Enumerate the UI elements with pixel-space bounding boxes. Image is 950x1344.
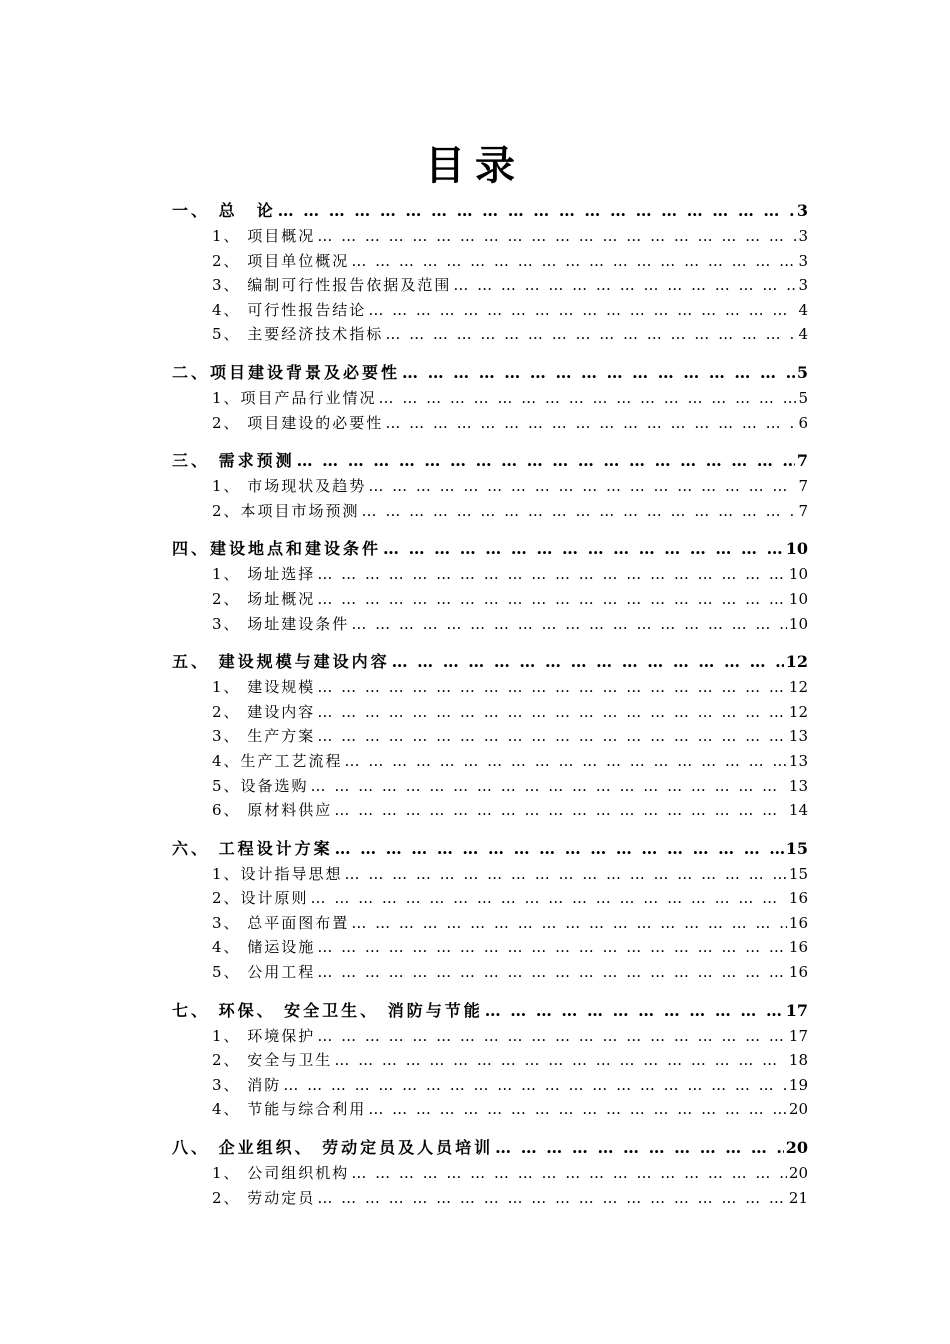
toc-page-number: 12: [785, 652, 808, 672]
toc-subentry[interactable]: [172, 612, 808, 637]
toc-subentry-label: 1、 市场现状及趋势: [212, 477, 367, 496]
toc-subentry[interactable]: [172, 960, 808, 985]
toc-page-number: 7: [796, 451, 808, 471]
toc-leader-dots: [332, 798, 787, 823]
toc-subentry-label: 3、 总平面图布置: [212, 913, 350, 932]
toc-leader-dots: [400, 360, 795, 386]
toc-subentry[interactable]: [172, 1073, 808, 1098]
toc-page-number: 3: [798, 227, 808, 245]
toc-subentry[interactable]: [172, 499, 808, 524]
toc-section: [172, 836, 808, 985]
toc-subentry[interactable]: [172, 474, 808, 499]
toc-page-number: 17: [785, 1000, 808, 1020]
toc-page-number: 4: [798, 325, 808, 344]
toc-subentry[interactable]: [172, 935, 808, 960]
toc-subentry-label: 2、设计原则: [212, 889, 309, 908]
toc-subentry-label: 1、 环境保护: [212, 1026, 316, 1045]
toc-page-number: 3: [798, 276, 808, 295]
toc-subentry-label: 2、本项目市场预测: [212, 501, 360, 520]
toc-subentry-label: 5、设备选购: [212, 776, 309, 795]
toc-section: [172, 649, 808, 823]
toc-page-number: 16: [788, 938, 808, 957]
toc-subentry[interactable]: [172, 675, 808, 700]
toc-page-number: 12: [788, 678, 808, 697]
toc-chapter-entry[interactable]: [172, 1135, 808, 1161]
toc-page-number: 21: [788, 1188, 808, 1207]
toc-chapter-entry[interactable]: [172, 360, 808, 386]
toc-page-number: 5: [796, 362, 808, 382]
toc-page-number: 13: [788, 751, 808, 770]
toc-subentry[interactable]: [172, 1097, 808, 1122]
toc-page-number: 13: [788, 727, 808, 746]
toc-subentry-label: 4、生产工艺流程: [212, 751, 343, 770]
toc-subentry-label: 2、 建设内容: [212, 702, 316, 721]
toc-chapter-label: 二、项目建设背景及必要性: [172, 362, 401, 382]
toc-leader-dots: [315, 224, 796, 249]
toc-page-number: 15: [785, 838, 808, 858]
toc-leader-dots: [483, 998, 784, 1024]
toc-subentry[interactable]: [172, 886, 808, 911]
toc-subentry-label: 2、 项目建设的必要性: [212, 413, 384, 432]
toc-subentry[interactable]: [172, 1048, 808, 1073]
toc-subentry[interactable]: [172, 798, 808, 823]
toc-page-number: 7: [798, 501, 808, 520]
toc-leader-dots: [366, 298, 796, 323]
toc-leader-dots: [383, 322, 796, 347]
toc-subentry-label: 1、 建设规模: [212, 678, 316, 697]
toc-leader-dots: [493, 1135, 784, 1161]
toc-page-number: 10: [788, 614, 808, 633]
toc-leader-dots: [315, 700, 787, 725]
toc-leader-dots: [383, 411, 796, 436]
toc-leader-dots: [315, 675, 787, 700]
toc-page-number: 15: [788, 864, 808, 883]
toc-page-number: 14: [788, 801, 808, 820]
page-title: 目录: [425, 143, 525, 189]
toc-leader-dots: [332, 1048, 787, 1073]
toc-subentry-label: 1、 公司组织机构: [212, 1164, 350, 1183]
toc-subentry[interactable]: [172, 298, 808, 323]
toc-leader-dots: [366, 474, 796, 499]
toc-page-number: 18: [788, 1051, 808, 1070]
toc-subentry[interactable]: [172, 1024, 808, 1049]
toc-leader-dots: [315, 587, 787, 612]
toc-subentry[interactable]: [172, 322, 808, 347]
toc-page-number: 4: [798, 300, 808, 319]
toc-subentry-label: 5、 主要经济技术指标: [212, 325, 384, 344]
toc-page-number: 20: [788, 1100, 808, 1119]
toc-chapter-entry[interactable]: [172, 198, 808, 224]
toc-leader-dots: [349, 249, 796, 274]
toc-subentry-label: 4、 节能与综合利用: [212, 1100, 367, 1119]
toc-section: [172, 198, 808, 347]
toc-subentry[interactable]: [172, 1186, 808, 1211]
toc-section: [172, 360, 808, 435]
toc-subentry-label: 2、 项目单位概况: [212, 251, 350, 270]
toc-leader-dots: [360, 499, 797, 524]
toc-chapter-entry[interactable]: [172, 448, 808, 474]
toc-section: [172, 998, 808, 1122]
toc-leader-dots: [309, 774, 787, 799]
toc-section: [172, 536, 808, 636]
toc-page-number: 5: [798, 388, 808, 407]
toc-subentry[interactable]: [172, 700, 808, 725]
toc-leader-dots: [315, 1186, 787, 1211]
toc-leader-dots: [315, 724, 787, 749]
toc-subentry[interactable]: [172, 562, 808, 587]
toc-leader-dots: [451, 273, 796, 298]
toc-page-number: 7: [798, 477, 808, 496]
toc-subentry[interactable]: [172, 386, 808, 411]
toc-subentry-label: 5、 公用工程: [212, 963, 316, 982]
toc-page-number: 3: [798, 251, 808, 270]
toc-subentry-label: 2、 劳动定员: [212, 1188, 316, 1207]
toc-subentry-label: 4、 可行性报告结论: [212, 300, 367, 319]
toc-leader-dots: [333, 836, 784, 862]
toc-chapter-label: 八、 企业组织、 劳动定员及人员培训: [172, 1138, 494, 1158]
toc-leader-dots: [315, 562, 787, 587]
toc-subentry[interactable]: [172, 911, 808, 936]
toc-page-number: 16: [788, 963, 808, 982]
toc-subentry-label: 4、 储运设施: [212, 938, 316, 957]
toc-subentry-label: 3、 场址建设条件: [212, 614, 350, 633]
toc-page-number: 20: [785, 1138, 808, 1158]
toc-page-number: 13: [788, 776, 808, 795]
toc-subentry[interactable]: [172, 273, 808, 298]
toc-leader-dots: [309, 886, 787, 911]
toc-leader-dots: [276, 198, 795, 224]
toc-section: [172, 1135, 808, 1210]
toc-chapter-entry[interactable]: [172, 998, 808, 1024]
toc-leader-dots: [366, 1097, 787, 1122]
toc-subentry-label: 3、 编制可行性报告依据及范围: [212, 276, 452, 295]
toc-page-number: 16: [788, 889, 808, 908]
toc-subentry[interactable]: [172, 1161, 808, 1186]
toc-page-number: 12: [788, 702, 808, 721]
toc-subentry[interactable]: [172, 774, 808, 799]
toc-subentry[interactable]: [172, 224, 808, 249]
toc-page-number: 10: [788, 589, 808, 608]
toc-subentry[interactable]: [172, 862, 808, 887]
toc-leader-dots: [349, 911, 787, 936]
toc-chapter-entry[interactable]: [172, 836, 808, 862]
toc-subentry-label: 3、 生产方案: [212, 727, 316, 746]
toc-leader-dots: [390, 649, 784, 675]
toc-page-number: 3: [796, 201, 808, 220]
toc-subentry[interactable]: [172, 587, 808, 612]
toc-leader-dots: [281, 1073, 787, 1098]
toc-section: [172, 448, 808, 523]
toc-subentry[interactable]: [172, 411, 808, 436]
toc-subentry-label: 1、设计指导思想: [212, 864, 343, 883]
toc-page-number: 10: [785, 539, 808, 559]
toc-leader-dots: [349, 612, 787, 637]
toc-chapter-label: 四、建设地点和建设条件: [172, 539, 382, 559]
toc-leader-dots: [315, 960, 787, 985]
toc-subentry-label: 2、 安全与卫生: [212, 1051, 333, 1070]
toc-subentry-label: 3、 消防: [212, 1075, 282, 1094]
toc-subentry[interactable]: [172, 249, 808, 274]
toc-leader-dots: [315, 935, 787, 960]
toc-subentry-label: 2、 场址概况: [212, 589, 316, 608]
toc-page-number: 16: [788, 913, 808, 932]
toc-page-number: 17: [788, 1026, 808, 1045]
toc-subentry-label: 1、 场址选择: [212, 565, 316, 584]
toc-subentry-label: 6、 原材料供应: [212, 801, 333, 820]
toc-subentry[interactable]: [172, 724, 808, 749]
toc-chapter-label: 七、 环保、 安全卫生、 消防与节能: [172, 1000, 483, 1020]
toc-subentry[interactable]: [172, 749, 808, 774]
toc-leader-dots: [377, 386, 797, 411]
toc-chapter-label: 六、 工程设计方案: [172, 838, 333, 858]
toc-page-number: 20: [788, 1164, 808, 1183]
toc-page-number: 19: [788, 1075, 808, 1094]
toc-chapter-entry[interactable]: [172, 536, 808, 562]
toc-leader-dots: [343, 749, 787, 774]
toc-chapter-entry[interactable]: [172, 649, 808, 675]
toc-leader-dots: [343, 862, 787, 887]
toc-subentry-label: 1、项目产品行业情况: [212, 388, 377, 407]
table-of-contents: [172, 198, 808, 1223]
toc-leader-dots: [315, 1024, 787, 1049]
toc-leader-dots: [381, 536, 784, 562]
toc-page-number: 10: [788, 565, 808, 584]
toc-subentry-label: 1、 项目概况: [212, 227, 316, 245]
toc-chapter-label: 一、 总 论: [172, 201, 276, 220]
toc-leader-dots: [349, 1161, 787, 1186]
toc-chapter-label: 三、 需求预测: [172, 451, 295, 471]
toc-page-number: 6: [798, 413, 808, 432]
toc-chapter-label: 五、 建设规模与建设内容: [172, 652, 390, 672]
toc-leader-dots: [295, 448, 795, 474]
